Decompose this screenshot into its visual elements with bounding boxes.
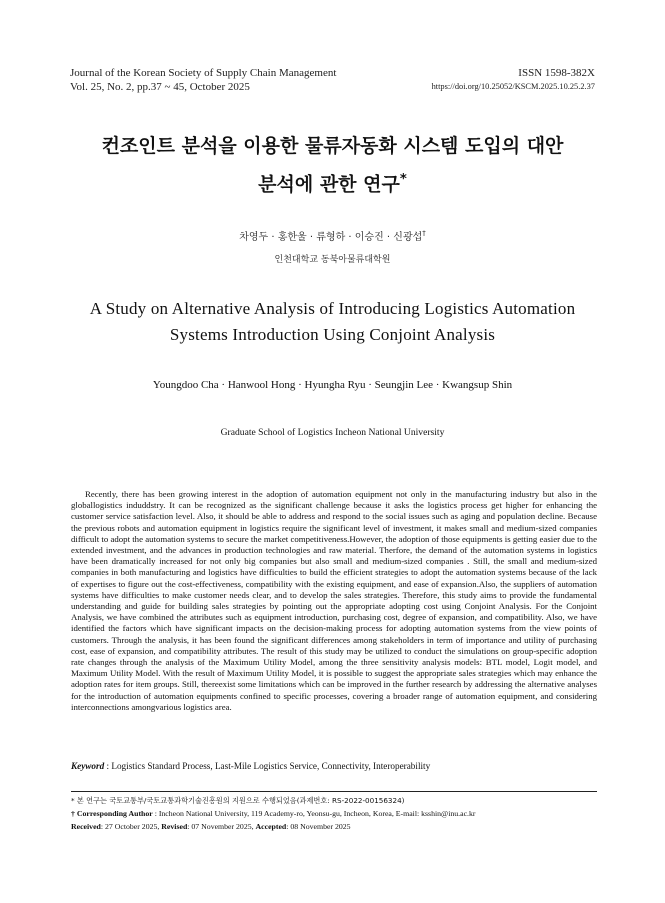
footnote-divider — [71, 791, 597, 792]
volume-info: Vol. 25, No. 2, pp.37 ~ 45, October 2025 — [70, 81, 250, 93]
journal-header-right — [335, 66, 595, 94]
corresponding-author-footnote: † Corresponding Author : Incheon National University, 119 Academy-ro, Yeonsu-gu, Incheon, Korea, E-mail: ksshin@inu.ac.kr — [71, 809, 476, 818]
keyword-values: Logistics Standard Process, Last-Mile Logistics Service, Connectivity, Interoperability — [111, 761, 431, 771]
korean-authors: 차영두 · 홍한울 · 류형하 · 이승진 · 신광섭† — [239, 229, 426, 243]
funding-mark: * — [399, 172, 407, 187]
english-authors: Youngdoo Cha · Hanwool Hong · Hyungha Ryu · Seungjin Lee · Kwangsup Shin — [152, 379, 513, 391]
korean-title — [40, 130, 625, 201]
doi-link[interactable]: https://doi.org/10.25052/KSCM.2025.10.25.2.37 — [431, 82, 595, 91]
funding-footnote: * 본 연구는 국토교통부/국토교통과학기술진흥원의 지원으로 수행되었음(과제번호: RS-2022-00156324) — [71, 796, 405, 805]
english-title-line1: A Study on Alternative Analysis of Introducing Logistics Automation — [89, 299, 576, 318]
corresponding-mark: † — [422, 229, 426, 238]
keyword-label: Keyword — [71, 761, 105, 771]
issn: ISSN 1598-382X — [518, 67, 595, 79]
english-title-line2: Systems Introduction Using Conjoint Analysis — [169, 325, 496, 344]
korean-affiliation: 인천대학교 동북아물류대학원 — [274, 255, 391, 265]
korean-title-line2: 분석에 관한 연구* — [258, 172, 407, 196]
english-affiliation: Graduate School of Logistics Incheon National University — [220, 427, 445, 438]
keywords-line: Keyword : Logistics Standard Process, Last-Mile Logistics Service, Connectivity, Interoperability — [71, 761, 431, 771]
korean-title-line1: 컨조인트 분석을 이용한 물류자동화 시스템 도입의 대안 — [101, 135, 564, 157]
abstract-text: Recently, there has been growing interest in the adoption of automation equipment not only in the manufacturing industry but also in the globallogistics induddstry. It can be recognized as the significant challenge because it asks the logistics process get higher for enhancing the customer service satisfaction level. Also, it should be able to address and respond to the social issues such as aging and population decline. Because the previous robots and automation equipment in logistics require the significant level of investment, it makes small and medium-sized companies difficult to adopt the automation systems to secure the market competitiveness.However, the adoption of those equipments is getting easier due to the extended investment, and the advances in production technologies and raw material. Therfore, the demand of the automation systems in logistics have been dramatically increased for not only big companies but also small and medium-sized companies . Still, the small and medium-sized companies in both manufacturing and logistics have difficulties to build the efficient strategies to adopt the automation systems because of the lack of expertises to figure out the cost-effectiveness, compatibility with the existing equipment, and ease of expansion.Also, the suppliers of automation systems have difficulties to make customer needs clear, and to develop the sales strategies. Therefore, this study aims to provide the fundamental understanding and guide for building sales strategies by pointing out the appropriate adopting cost using Conjoint Analysis. For the Conjoint Analysis, we have combined the attributes such as equipment introduction, purchasing cost, degree of expansion, and compatibility. Also, we have identified the factors which have significant impacts on the decision-making process for adopting automation systems from the view points of customers. Through the analysis, it has been found the significant differences among stakeholders in term of importance and utility of purchasing cost, ease of expansion, and compatibility attributes. The result of this study may be utilized to conduct the simulations on group-specific adoption rate changes through the analysis of the Maximum Utility Model, among the three sensitivity analysis models: BTL model, Logit model, and Maximum Utility Model. With the result of Maximum Utility Model, it is possible to suggest the appropriate sales strategies which may enhance the adoption rates for item groups. Still, thereexist some limitations which can be improved in the further research by addressing the alternative analyses for the introduction of automation equipments confined to specific processes, covering a broader range of automation equipment, and considering interconnections amongvarious logistics area. — [71, 489, 597, 712]
journal-name: Journal of the Korean Society of Supply Chain Management — [70, 67, 337, 79]
dates-footnote: Received: 27 October 2025, Revised: 07 November 2025, Accepted: 08 November 2025 — [71, 822, 351, 831]
english-title — [40, 296, 625, 348]
